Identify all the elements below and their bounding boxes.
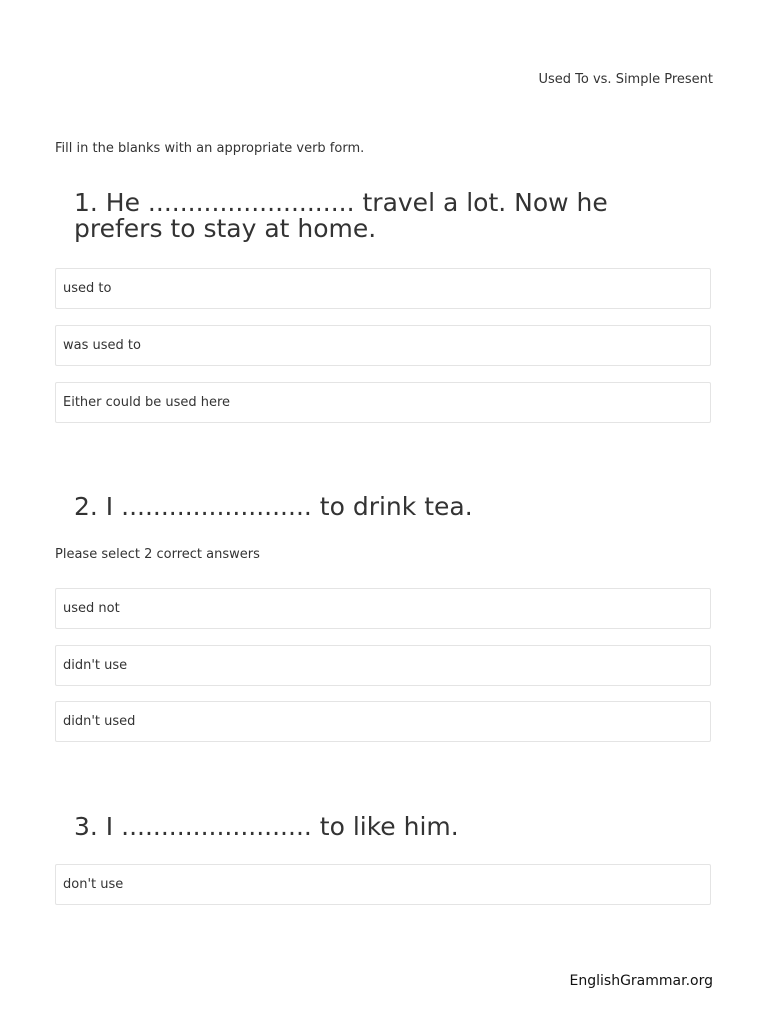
question-1-text [74,190,674,242]
question-2-option-3[interactable]: didn't used [55,701,711,742]
footer-site-name: EnglishGrammar.org [569,973,713,989]
question-2-option-1[interactable]: used not [55,588,711,629]
question-1-option-3[interactable]: Either could be used here [55,382,711,423]
page-header-title: Used To vs. Simple Present [538,72,713,87]
question-3-text: 3. I ........................ to like him. [74,812,459,841]
question-2-option-2[interactable]: didn't use [55,645,711,686]
question-1-line-1: 1. He .......................... travel a lot. Now he [74,188,608,217]
question-3-option-1[interactable]: don't use [55,864,711,905]
question-2-note: Please select 2 correct answers [55,547,260,562]
question-1-line-2: prefers to stay at home. [74,214,377,243]
instructions-text: Fill in the blanks with an appropriate verb form. [55,141,365,156]
question-2-text: 2. I ........................ to drink tea. [74,492,473,521]
question-1-option-1[interactable]: used to [55,268,711,309]
question-1-option-2[interactable]: was used to [55,325,711,366]
